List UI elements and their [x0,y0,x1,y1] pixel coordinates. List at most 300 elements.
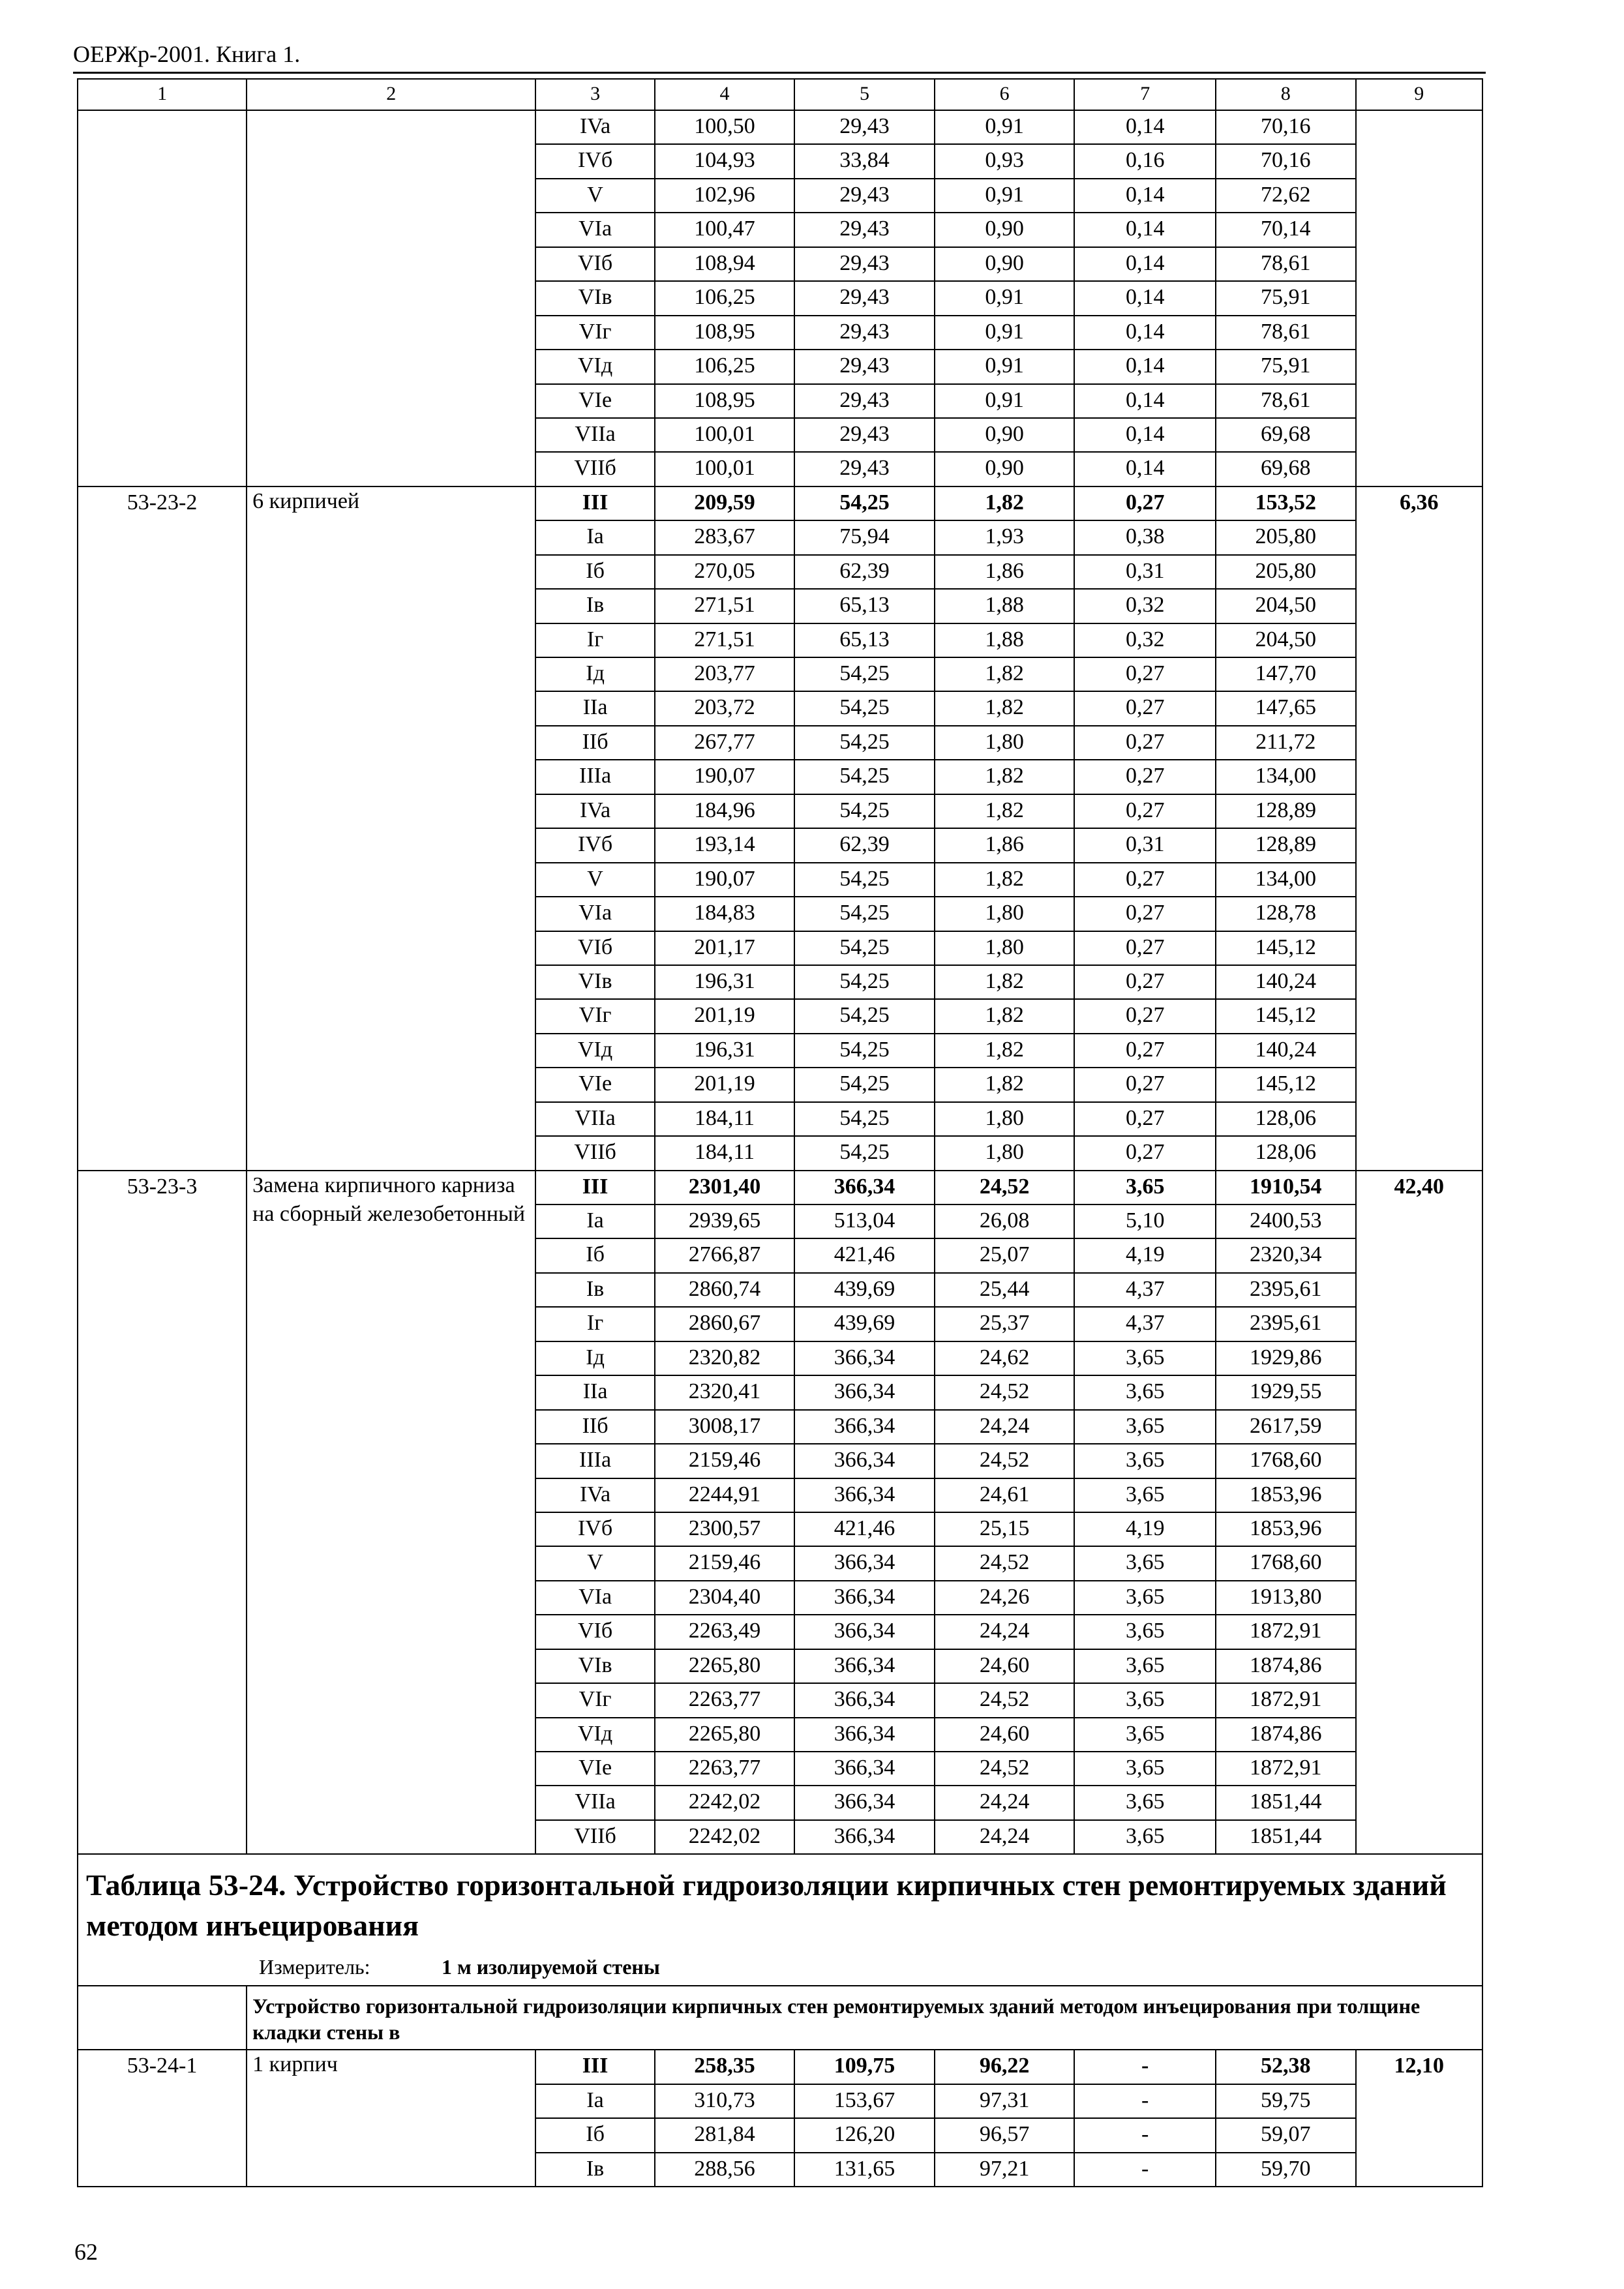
zone-cell: IVб [535,1512,654,1546]
value-cell: 25,44 [935,1273,1075,1307]
value-cell: 0,14 [1074,384,1216,418]
value-cell: 24,26 [935,1581,1075,1615]
value-cell: 267,77 [655,726,795,760]
value-cell: 24,24 [935,1786,1075,1819]
value-cell: 2242,02 [655,1786,795,1819]
column-number-row [78,79,1482,110]
zone-cell: VIa [535,213,654,247]
zone-cell: VIв [535,281,654,315]
value-cell: 108,95 [655,384,795,418]
labor-cost [1356,110,1482,486]
labor-cost: 42,40 [1356,1171,1482,1855]
value-cell: 366,34 [794,1375,935,1409]
value-cell: 0,91 [935,179,1075,213]
table-row [78,110,1482,144]
value-cell: 3,65 [1074,1341,1216,1375]
value-cell: 0,14 [1074,247,1216,281]
value-cell: 1851,44 [1216,1786,1356,1819]
value-cell: 29,43 [794,418,935,452]
value-cell: 24,52 [935,1171,1075,1204]
value-cell: 70,16 [1216,144,1356,178]
zone-cell: VIв [535,1649,654,1683]
value-cell: 153,67 [794,2084,935,2118]
value-cell: 0,27 [1074,726,1216,760]
zone-cell: VIIa [535,1102,654,1136]
value-cell: 1853,96 [1216,1512,1356,1546]
value-cell: 196,31 [655,965,795,999]
value-cell: 5,10 [1074,1204,1216,1238]
value-cell: 366,34 [794,1683,935,1717]
value-cell: 0,91 [935,316,1075,350]
value-cell: 2400,53 [1216,1204,1356,1238]
value-cell: 2263,77 [655,1752,795,1786]
value-cell: 201,17 [655,931,795,965]
zone-cell: III [535,486,654,520]
value-cell: 1872,91 [1216,1615,1356,1649]
value-cell: 2320,34 [1216,1238,1356,1272]
value-cell: 2860,67 [655,1307,795,1341]
value-cell: 0,32 [1074,623,1216,657]
value-cell: 421,46 [794,1512,935,1546]
value-cell: 1,82 [935,486,1075,520]
value-cell: 70,16 [1216,110,1356,144]
value-cell: 69,68 [1216,418,1356,452]
page-number: 62 [74,2239,98,2265]
value-cell: - [1074,2153,1216,2187]
value-cell: 1874,86 [1216,1649,1356,1683]
value-cell: 145,12 [1216,999,1356,1033]
value-cell: 271,51 [655,589,795,623]
value-cell: 59,75 [1216,2084,1356,2118]
value-cell: 1874,86 [1216,1718,1356,1752]
section-title: Таблица 53-24. Устройство горизонтальной гидроизоляции кирпичных стен ремонтируемых зданий методом инъецирования [86,1868,1447,1943]
zone-cell: IVa [535,794,654,828]
value-cell: 131,65 [794,2153,935,2187]
value-cell: 1851,44 [1216,1820,1356,1854]
value-cell: 184,83 [655,897,795,931]
value-cell: 59,07 [1216,2118,1356,2152]
value-cell: 29,43 [794,110,935,144]
value-cell: 0,27 [1074,691,1216,725]
zone-cell: IVa [535,110,654,144]
value-cell: 1,82 [935,1034,1075,1068]
value-cell: 54,25 [794,897,935,931]
value-cell: 3,65 [1074,1375,1216,1409]
zone-cell: VIб [535,1615,654,1649]
labor-cost: 12,10 [1356,2050,1482,2187]
value-cell: 0,14 [1074,418,1216,452]
value-cell: 1,80 [935,1102,1075,1136]
work-name: Замена кирпичного карниза на сборный железобетонный [247,1171,535,1855]
value-cell: 78,61 [1216,384,1356,418]
value-cell: 0,91 [935,384,1075,418]
value-cell: 96,57 [935,2118,1075,2152]
value-cell: 59,70 [1216,2153,1356,2187]
zone-cell: VIг [535,999,654,1033]
value-cell: 2265,80 [655,1718,795,1752]
value-cell: 2766,87 [655,1238,795,1272]
value-cell: 3,65 [1074,1820,1216,1854]
rate-code: 53-23-3 [78,1171,247,1855]
value-cell: 4,19 [1074,1238,1216,1272]
value-cell: 2320,41 [655,1375,795,1409]
value-cell: 2159,46 [655,1444,795,1478]
section-subtitle: Устройство горизонтальной гидроизоляции кирпичных стен ремонтируемых зданий методом инъецирования при толщине кладки стены в [247,1986,1482,2050]
zone-cell: III [535,2050,654,2084]
value-cell: 108,95 [655,316,795,350]
value-cell: 100,50 [655,110,795,144]
value-cell: 25,15 [935,1512,1075,1546]
value-cell: 29,43 [794,350,935,383]
value-cell: 29,43 [794,213,935,247]
value-cell: 0,27 [1074,1068,1216,1101]
value-cell: 1,82 [935,863,1075,897]
zone-cell: VIIa [535,418,654,452]
value-cell: 1,82 [935,760,1075,794]
value-cell: 2304,40 [655,1581,795,1615]
value-cell: 147,70 [1216,657,1356,691]
value-cell: 205,80 [1216,555,1356,589]
value-cell: 0,90 [935,247,1075,281]
zone-cell: Iд [535,657,654,691]
zone-cell: VIд [535,1034,654,1068]
value-cell: 2395,61 [1216,1273,1356,1307]
value-cell: 0,90 [935,213,1075,247]
value-cell: 201,19 [655,1068,795,1101]
value-cell: 3,65 [1074,1478,1216,1512]
value-cell: 1,82 [935,794,1075,828]
value-cell: 2242,02 [655,1820,795,1854]
value-cell: 24,60 [935,1718,1075,1752]
value-cell: 0,14 [1074,316,1216,350]
value-cell: 196,31 [655,1034,795,1068]
value-cell: 3,65 [1074,1786,1216,1819]
value-cell: 54,25 [794,486,935,520]
value-cell: 1929,86 [1216,1341,1356,1375]
measure-label: Измеритель: [259,1955,370,1979]
value-cell: 204,50 [1216,589,1356,623]
value-cell: 288,56 [655,2153,795,2187]
value-cell: 3,65 [1074,1546,1216,1580]
value-cell: 1,82 [935,691,1075,725]
value-cell: 1,88 [935,623,1075,657]
subtitle-row [78,1986,1482,2050]
value-cell: 62,39 [794,828,935,862]
zone-cell: VIб [535,931,654,965]
value-cell: 24,61 [935,1478,1075,1512]
zone-cell: VIг [535,316,654,350]
value-cell: 97,21 [935,2153,1075,2187]
value-cell: 140,24 [1216,965,1356,999]
value-cell: 126,20 [794,2118,935,2152]
column-number: 8 [1216,79,1356,110]
value-cell: - [1074,2084,1216,2118]
value-cell: 0,91 [935,110,1075,144]
value-cell: 54,25 [794,931,935,965]
value-cell: 283,67 [655,520,795,554]
value-cell: 29,43 [794,316,935,350]
value-cell: 209,59 [655,486,795,520]
value-cell: 0,14 [1074,179,1216,213]
value-cell: 0,27 [1074,1102,1216,1136]
value-cell: 54,25 [794,1102,935,1136]
value-cell: 366,34 [794,1718,935,1752]
value-cell: 75,91 [1216,281,1356,315]
value-cell: 2263,49 [655,1615,795,1649]
value-cell: 0,27 [1074,965,1216,999]
zone-cell: VIIб [535,452,654,486]
zone-cell: Iв [535,589,654,623]
value-cell: 153,52 [1216,486,1356,520]
value-cell: 201,19 [655,999,795,1033]
section-cell [78,1854,1482,1986]
value-cell: 2301,40 [655,1171,795,1204]
value-cell: 134,00 [1216,863,1356,897]
value-cell: 100,01 [655,452,795,486]
value-cell: 24,24 [935,1410,1075,1444]
value-cell: 62,39 [794,555,935,589]
value-cell: 78,61 [1216,247,1356,281]
zone-cell: IIб [535,1410,654,1444]
value-cell: 1,82 [935,1068,1075,1101]
value-cell: 109,75 [794,2050,935,2084]
value-cell: 70,14 [1216,213,1356,247]
value-cell: 366,34 [794,1546,935,1580]
value-cell: 24,52 [935,1752,1075,1786]
value-cell: 1,80 [935,897,1075,931]
value-cell: 106,25 [655,281,795,315]
zone-cell: VIa [535,1581,654,1615]
value-cell: 1,80 [935,726,1075,760]
value-cell: 0,93 [935,144,1075,178]
value-cell: 54,25 [794,657,935,691]
value-cell: 1,86 [935,555,1075,589]
value-cell: 24,62 [935,1341,1075,1375]
value-cell: 0,90 [935,452,1075,486]
value-cell: 0,32 [1074,589,1216,623]
value-cell: 134,00 [1216,760,1356,794]
zone-cell: VIIб [535,1136,654,1170]
value-cell: 1,80 [935,931,1075,965]
zone-cell: VIe [535,1752,654,1786]
zone-cell: VIг [535,1683,654,1717]
column-number: 1 [78,79,247,110]
value-cell: 310,73 [655,2084,795,2118]
value-cell: 24,60 [935,1649,1075,1683]
value-cell: 100,01 [655,418,795,452]
value-cell: 366,34 [794,1410,935,1444]
value-cell: 0,14 [1074,350,1216,383]
value-cell: 1,82 [935,999,1075,1033]
column-number: 6 [935,79,1075,110]
value-cell: 0,27 [1074,486,1216,520]
section-header-row [78,1854,1482,1986]
value-cell: 25,07 [935,1238,1075,1272]
value-cell: 1768,60 [1216,1546,1356,1580]
value-cell: 108,94 [655,247,795,281]
value-cell: 1,88 [935,589,1075,623]
value-cell: 3,65 [1074,1718,1216,1752]
value-cell: 2159,46 [655,1546,795,1580]
zone-cell: VIIб [535,1820,654,1854]
value-cell: 29,43 [794,452,935,486]
zone-cell: Ia [535,520,654,554]
value-cell: 24,24 [935,1615,1075,1649]
value-cell: 54,25 [794,863,935,897]
value-cell: 54,25 [794,1136,935,1170]
zone-cell: Iг [535,623,654,657]
value-cell: 1,82 [935,965,1075,999]
value-cell: 145,12 [1216,1068,1356,1101]
zone-cell: IIa [535,1375,654,1409]
value-cell: 0,31 [1074,555,1216,589]
value-cell: 184,11 [655,1136,795,1170]
value-cell: 128,89 [1216,794,1356,828]
value-cell: 54,25 [794,760,935,794]
value-cell: 97,31 [935,2084,1075,2118]
value-cell: 3,65 [1074,1410,1216,1444]
value-cell: 439,69 [794,1273,935,1307]
value-cell: 0,91 [935,281,1075,315]
value-cell: 54,25 [794,1068,935,1101]
rate-code [78,110,247,486]
value-cell: 128,06 [1216,1136,1356,1170]
value-cell: 0,27 [1074,1136,1216,1170]
value-cell: 1768,60 [1216,1444,1356,1478]
value-cell: 102,96 [655,179,795,213]
value-cell: 2300,57 [655,1512,795,1546]
value-cell: 439,69 [794,1307,935,1341]
value-cell: 25,37 [935,1307,1075,1341]
zone-cell: V [535,179,654,213]
value-cell: 29,43 [794,281,935,315]
value-cell: 4,19 [1074,1512,1216,1546]
value-cell: 0,27 [1074,760,1216,794]
value-cell: 281,84 [655,2118,795,2152]
value-cell: 205,80 [1216,520,1356,554]
value-cell: 2617,59 [1216,1410,1356,1444]
value-cell: 366,34 [794,1444,935,1478]
zone-cell: VIд [535,350,654,383]
zone-cell: Iв [535,2153,654,2187]
value-cell: 0,14 [1074,281,1216,315]
measure-line [86,1950,1474,1981]
value-cell: 1929,55 [1216,1375,1356,1409]
value-cell: 366,34 [794,1820,935,1854]
zone-cell: Iг [535,1307,654,1341]
value-cell: 3,65 [1074,1649,1216,1683]
value-cell: 24,24 [935,1820,1075,1854]
zone-cell: Iд [535,1341,654,1375]
value-cell: 54,25 [794,691,935,725]
zone-cell: III [535,1171,654,1204]
zone-cell: Iб [535,2118,654,2152]
header-divider [73,72,1486,74]
value-cell: 421,46 [794,1238,935,1272]
value-cell: 366,34 [794,1581,935,1615]
column-number: 4 [655,79,795,110]
zone-cell: Iб [535,1238,654,1272]
value-cell: 0,91 [935,350,1075,383]
work-name: 6 кирпичей [247,486,535,1171]
column-number: 7 [1074,79,1216,110]
value-cell: 190,07 [655,760,795,794]
empty-cell [78,1986,247,2050]
value-cell: 271,51 [655,623,795,657]
table-row [78,486,1482,520]
value-cell: - [1074,2050,1216,2084]
value-cell: 270,05 [655,555,795,589]
value-cell: 0,14 [1074,213,1216,247]
zone-cell: VIб [535,247,654,281]
value-cell: 1,82 [935,657,1075,691]
value-cell: 0,16 [1074,144,1216,178]
value-cell: 3,65 [1074,1615,1216,1649]
value-cell: 0,14 [1074,110,1216,144]
value-cell: 0,27 [1074,657,1216,691]
value-cell: 2860,74 [655,1273,795,1307]
page-header-title: ОЕРЖр-2001. Книга 1. [73,41,301,67]
zone-cell: VIe [535,1068,654,1101]
value-cell: 184,96 [655,794,795,828]
value-cell: 203,77 [655,657,795,691]
value-cell: 3,65 [1074,1752,1216,1786]
zone-cell: IIб [535,726,654,760]
zone-cell: VIд [535,1718,654,1752]
zone-cell: V [535,1546,654,1580]
zone-cell: V [535,863,654,897]
value-cell: 54,25 [794,999,935,1033]
value-cell: 26,08 [935,1204,1075,1238]
column-number: 2 [247,79,535,110]
value-cell: 1,80 [935,1136,1075,1170]
value-cell: 211,72 [1216,726,1356,760]
value-cell: 0,27 [1074,897,1216,931]
value-cell: 366,34 [794,1752,935,1786]
measure-value: 1 м изолируемой стены [442,1955,660,1979]
value-cell: 96,22 [935,2050,1075,2084]
value-cell: 366,34 [794,1171,935,1204]
value-cell: 3,65 [1074,1683,1216,1717]
price-table [77,78,1483,2187]
value-cell: 0,27 [1074,794,1216,828]
value-cell: 258,35 [655,2050,795,2084]
value-cell: 3008,17 [655,1410,795,1444]
value-cell: 0,27 [1074,1034,1216,1068]
value-cell: 128,06 [1216,1102,1356,1136]
work-name: 1 кирпич [247,2050,535,2187]
value-cell: 0,27 [1074,999,1216,1033]
zone-cell: Iб [535,555,654,589]
value-cell: 366,34 [794,1649,935,1683]
labor-cost: 6,36 [1356,486,1482,1171]
zone-cell: IIa [535,691,654,725]
value-cell: 140,24 [1216,1034,1356,1068]
value-cell: 1,86 [935,828,1075,862]
zone-cell: VIв [535,965,654,999]
value-cell: 193,14 [655,828,795,862]
value-cell: 29,43 [794,247,935,281]
value-cell: 366,34 [794,1478,935,1512]
zone-cell: Ia [535,1204,654,1238]
zone-cell: Iв [535,1273,654,1307]
value-cell: 3,65 [1074,1581,1216,1615]
zone-cell: IVб [535,144,654,178]
zone-cell: VIIa [535,1786,654,1819]
column-number: 9 [1356,79,1482,110]
value-cell: 72,62 [1216,179,1356,213]
value-cell: 54,25 [794,1034,935,1068]
